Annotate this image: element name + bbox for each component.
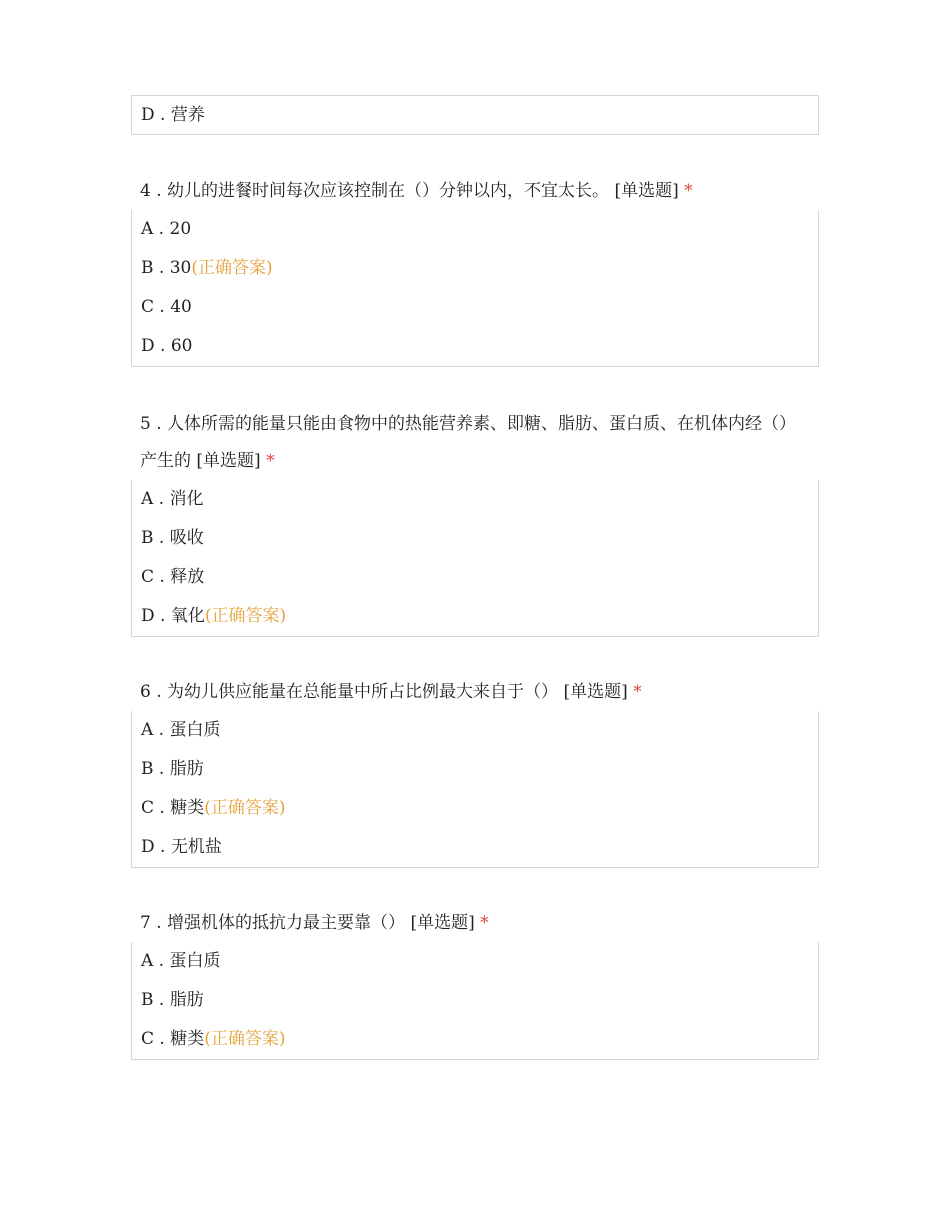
option-row[interactable]: B . 脂肪 [141, 990, 204, 1010]
question-block [131, 173, 819, 367]
question-block [131, 905, 819, 1060]
option-row[interactable]: B . 脂肪 [141, 759, 204, 779]
required-mark: * [266, 451, 275, 471]
option-row[interactable]: C . 40 [141, 297, 192, 317]
option-text: 消化 [169, 489, 204, 509]
option-row[interactable]: D . 营养 [141, 105, 205, 125]
question-title: 7 . 增强机体的抵抗力最主要靠（） [单选题] * [140, 913, 489, 933]
options-box [131, 210, 819, 367]
options-box [131, 480, 819, 637]
question-text: 增强机体的抵抗力最主要靠（） [167, 913, 406, 933]
option-row[interactable]: C . 糖类(正确答案) [141, 1029, 286, 1049]
option-text: 40 [170, 297, 192, 317]
option-letter: B [141, 528, 154, 548]
option-text: 20 [169, 219, 192, 239]
option-text: 60 [170, 336, 193, 356]
correct-answer-label: (正确答案) [204, 606, 287, 626]
option-row[interactable]: D . 60 [141, 336, 193, 356]
option-letter: D [141, 105, 155, 125]
option-row[interactable]: A . 20 [141, 219, 192, 239]
question-number: 7 [140, 913, 151, 933]
option-row[interactable]: B . 30(正确答案) [141, 258, 273, 278]
option-letter: A [141, 219, 154, 239]
required-mark: * [633, 682, 642, 702]
option-row[interactable]: C . 糖类(正确答案) [141, 798, 286, 818]
option-letter: C [141, 798, 155, 818]
option-text: 糖类 [170, 798, 205, 818]
question-title: 4 . 幼儿的进餐时间每次应该控制在（）分钟以内，不宜太长。 [单选题] * [140, 181, 693, 201]
question-type: [单选题] [614, 181, 679, 201]
option-row[interactable]: C . 释放 [141, 567, 205, 587]
question-text: 幼儿的进餐时间每次应该控制在（）分钟以内，不宜太长。 [167, 181, 610, 201]
option-text: 无机盐 [170, 837, 222, 857]
option-text: 释放 [170, 567, 205, 587]
question-type: [单选题] [410, 913, 475, 933]
prev-question-options [131, 95, 819, 135]
option-letter: C [141, 297, 155, 317]
question-text: 为幼儿供应能量在总能量中所占比例最大来自于（） [167, 682, 559, 702]
correct-answer-label: (正确答案) [204, 1029, 286, 1049]
option-letter: B [141, 759, 154, 779]
options-box [131, 711, 819, 868]
question-number: 6 [140, 682, 151, 702]
option-row[interactable]: D . 氧化(正确答案) [141, 606, 287, 626]
option-text: 营养 [170, 105, 205, 125]
option-row[interactable]: D . 无机盐 [141, 837, 222, 857]
option-row[interactable]: B . 吸收 [141, 528, 204, 548]
option-text: 脂肪 [169, 990, 204, 1010]
option-text: 30 [169, 258, 192, 278]
option-row[interactable]: A . 消化 [141, 489, 204, 509]
question-block [131, 406, 819, 637]
option-text: 脂肪 [169, 759, 204, 779]
required-mark: * [480, 913, 489, 933]
question-title: 6 . 为幼儿供应能量在总能量中所占比例最大来自于（） [单选题] * [140, 682, 642, 702]
correct-answer-label: (正确答案) [191, 258, 273, 278]
option-letter: B [141, 990, 154, 1010]
option-row[interactable]: A . 蛋白质 [141, 720, 221, 740]
question-number: 4 [140, 181, 151, 201]
required-mark: * [684, 181, 693, 201]
option-text: 蛋白质 [169, 720, 221, 740]
survey-page [131, 95, 819, 1060]
question-text: 人体所需的能量只能由食物中的热能营养素、即糖、脂肪、蛋白质、在机体内经（）产生的 [140, 414, 797, 471]
question-type: [单选题] [563, 682, 628, 702]
option-text: 糖类 [170, 1029, 205, 1049]
option-letter: C [141, 1029, 155, 1049]
option-text: 蛋白质 [169, 951, 221, 971]
option-letter: B [141, 258, 154, 278]
option-row[interactable]: A . 蛋白质 [141, 951, 221, 971]
option-letter: D [141, 606, 155, 626]
question-type: [单选题] [196, 451, 261, 471]
option-letter: A [141, 720, 154, 740]
option-text: 吸收 [169, 528, 204, 548]
question-number: 5 [140, 414, 151, 434]
question-block [131, 674, 819, 868]
options-box [131, 942, 819, 1060]
correct-answer-label: (正确答案) [204, 798, 286, 818]
option-letter: C [141, 567, 155, 587]
question-title: 5 . 人体所需的能量只能由食物中的热能营养素、即糖、脂肪、蛋白质、在机体内经（）产生的 [单选题] * [140, 414, 797, 471]
option-letter: A [141, 951, 154, 971]
option-letter: D [141, 837, 155, 857]
option-text: 氧化 [170, 606, 205, 626]
option-letter: A [141, 489, 154, 509]
option-letter: D [141, 336, 155, 356]
